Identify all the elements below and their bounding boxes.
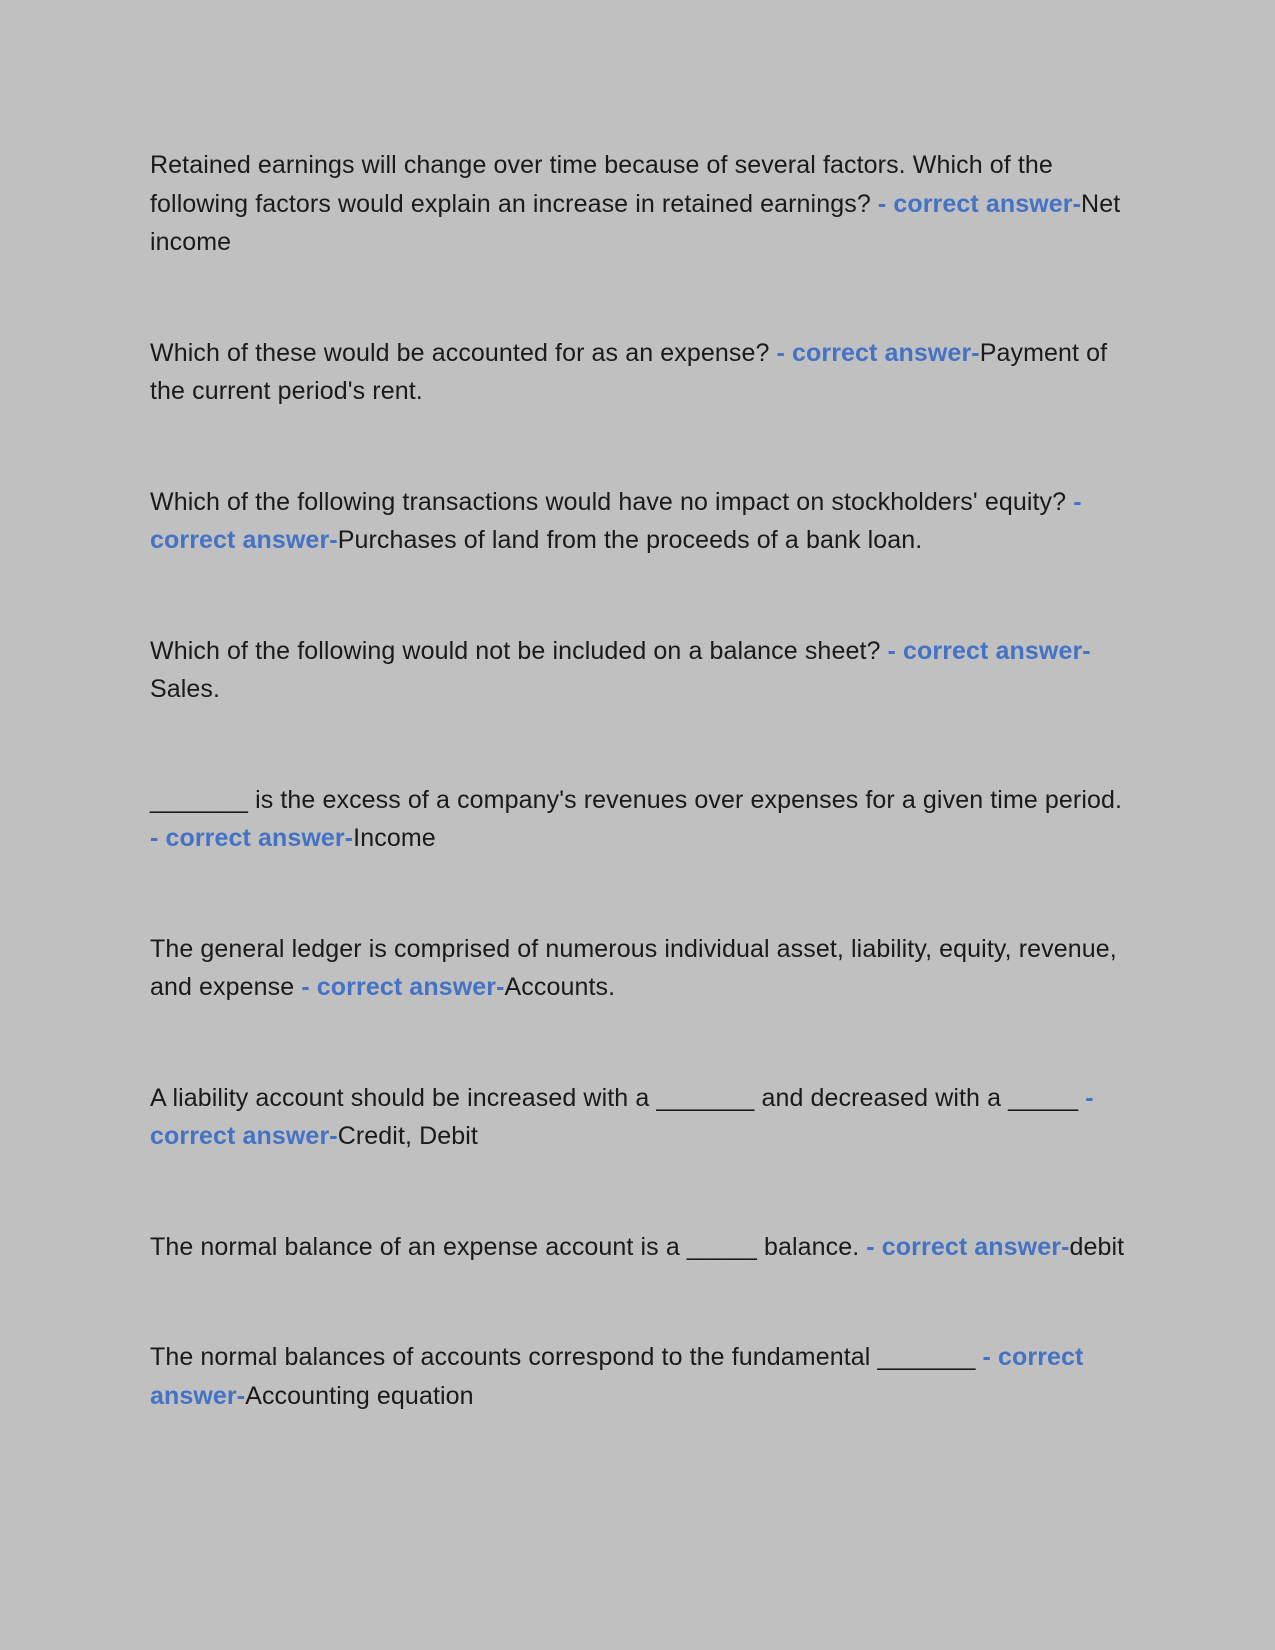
correct-answer-tag: - correct answer- [859, 1232, 1070, 1261]
correct-answer-tag: - correct answer- [150, 487, 1082, 554]
question-text: Which of these would be accounted for as an expense? [150, 338, 770, 367]
answer-text: Purchases of land from the proceeds of a bank loan. [337, 526, 923, 554]
answer-text: Accounts. [504, 973, 616, 1001]
qa-item [150, 781, 1135, 858]
answer-text: Income [353, 824, 436, 852]
correct-answer-tag: - correct answer- [769, 338, 980, 367]
question-text: The general ledger is comprised of numerous individual asset, liability, equity, revenue, and expense [150, 934, 1117, 1001]
answer-text: Credit, Debit [337, 1122, 478, 1150]
qa-item [150, 1228, 1135, 1267]
qa-item [150, 632, 1135, 709]
question-text: _______ is the excess of a company's revenues over expenses for a given time period. [150, 785, 1123, 814]
question-text: The normal balance of an expense account is a _____ balance. [150, 1232, 860, 1261]
document-page [150, 146, 1135, 1487]
qa-item [150, 483, 1135, 560]
correct-answer-tag: - correct answer- [150, 824, 354, 852]
correct-answer-tag: - correct answer- [880, 636, 1091, 665]
qa-item [150, 146, 1135, 262]
qa-item [150, 930, 1135, 1007]
answer-text: Net income [150, 189, 1121, 256]
correct-answer-tag: - correct answer- [870, 189, 1082, 218]
question-text: The normal balances of accounts correspond to the fundamental _______ [150, 1343, 976, 1371]
question-text: Which of the following transactions would have no impact on stockholders' equity? [150, 487, 1067, 516]
correct-answer-tag: - correct answer- [294, 973, 505, 1001]
question-text: A liability account should be increased with a _______ and decreased with a _____ [150, 1083, 1079, 1112]
correct-answer-tag: - correct answer- [150, 1083, 1094, 1150]
question-text: Retained earnings will change over time because of several factors. Which of the following factors would explain an increase in retained earnings? [150, 151, 1053, 218]
answer-text: Accounting equation [245, 1381, 474, 1410]
qa-item [150, 1079, 1135, 1156]
qa-item [150, 1338, 1135, 1415]
question-text: Which of the following would not be included on a balance sheet? [150, 636, 881, 665]
answer-text: debit [1069, 1232, 1125, 1261]
qa-item [150, 334, 1135, 411]
answer-text: Sales. [150, 675, 221, 703]
answer-text: Payment of the current period's rent. [150, 338, 1108, 405]
correct-answer-tag: - correct answer- [150, 1343, 1084, 1410]
